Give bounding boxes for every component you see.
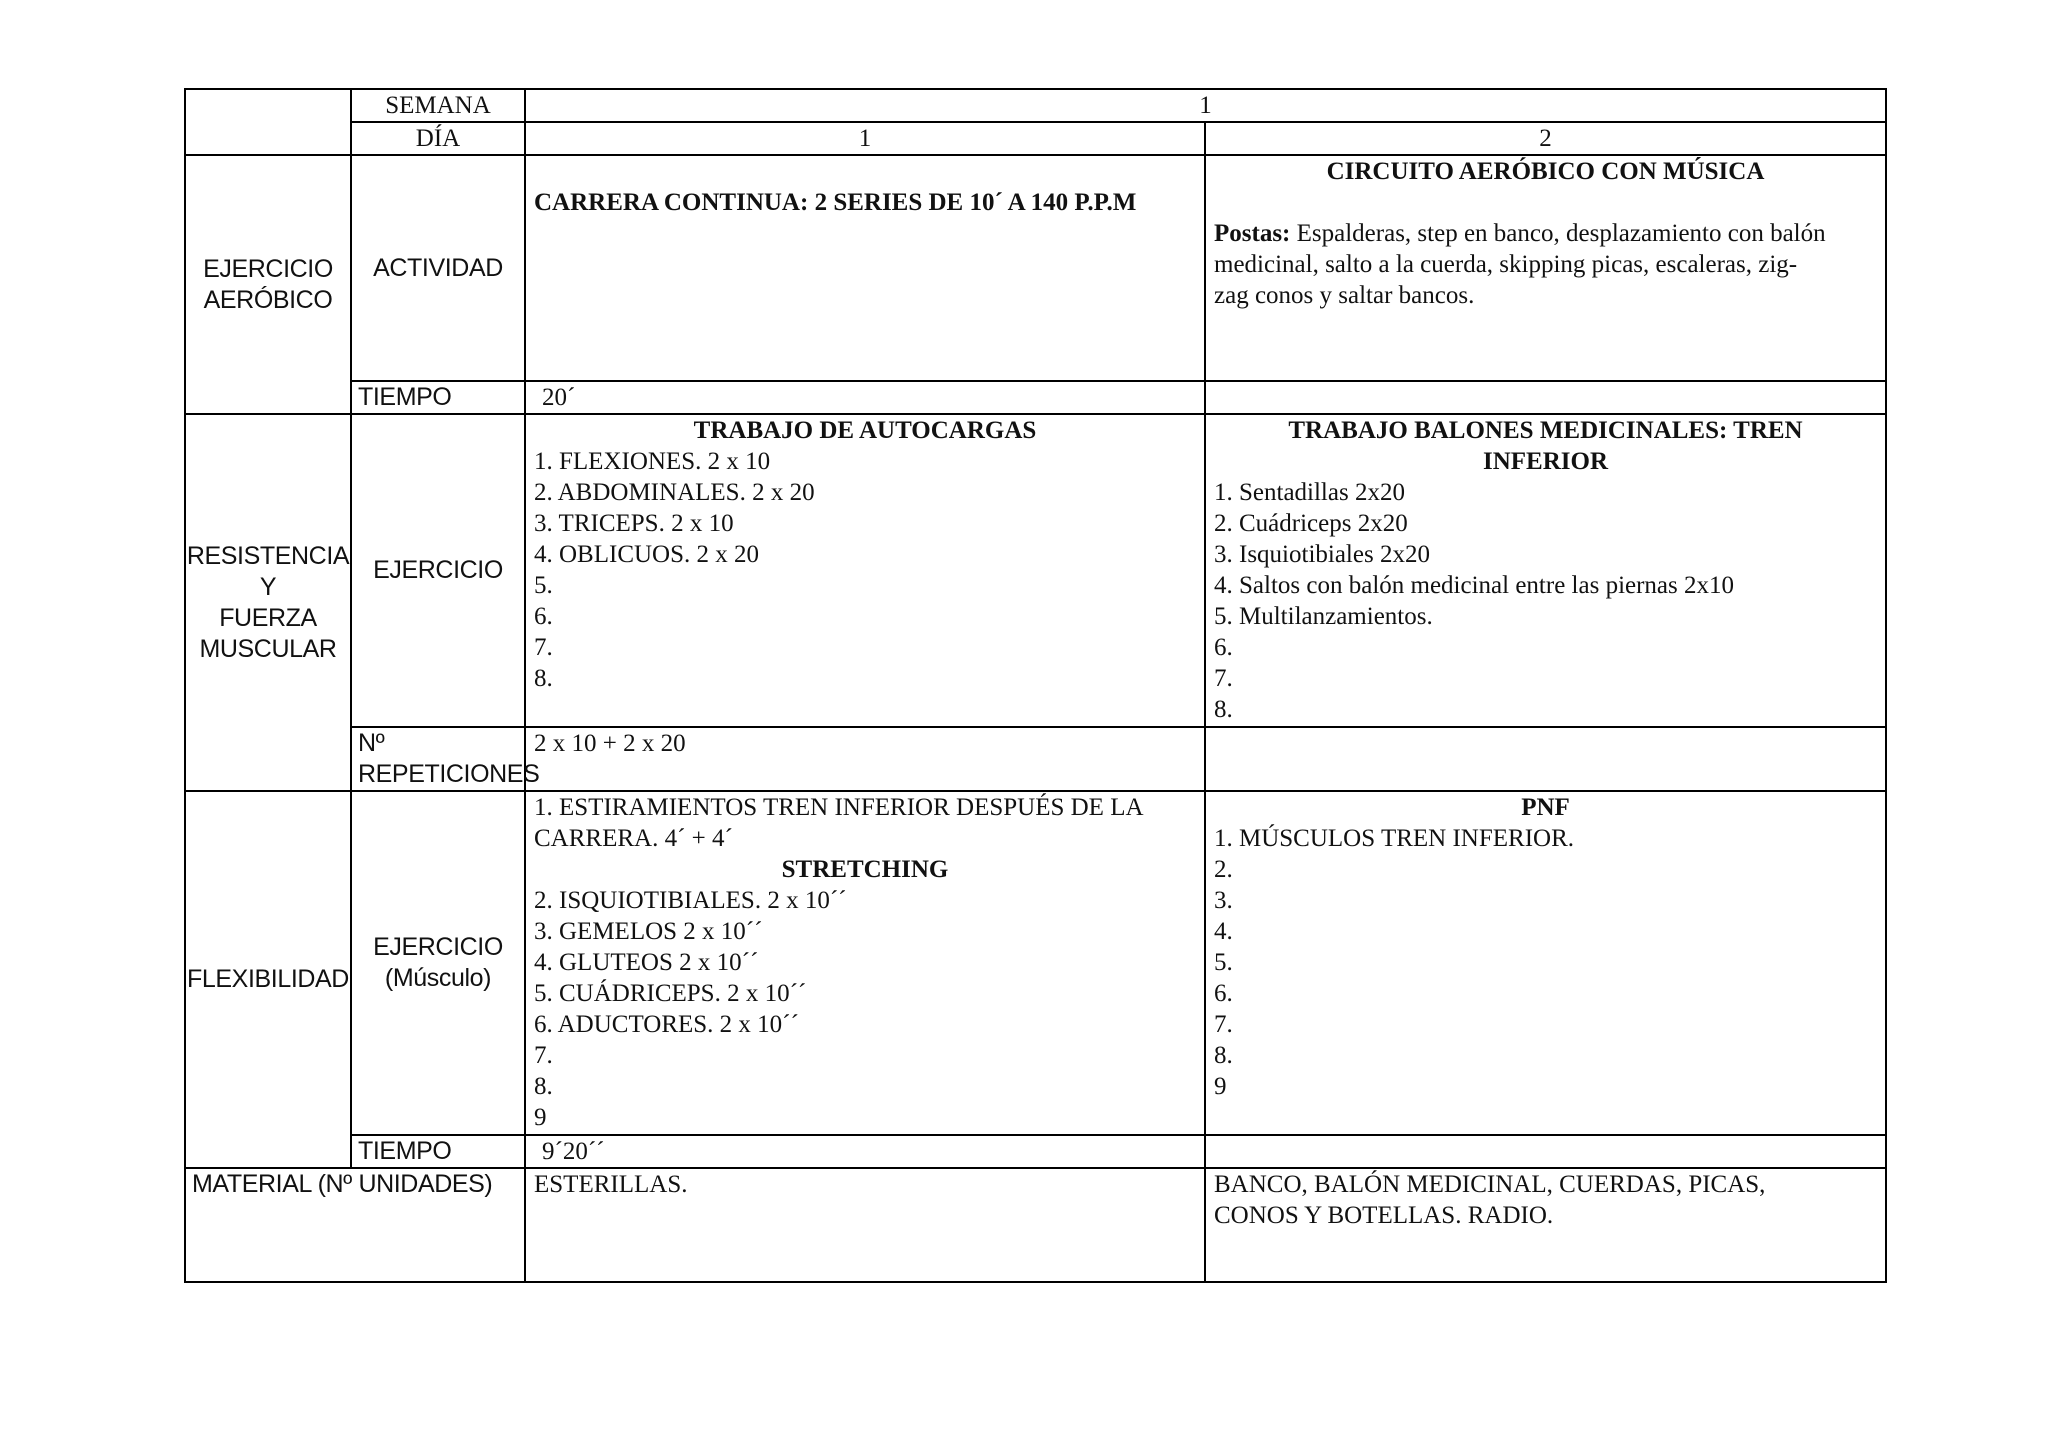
semana-label: SEMANA [351,89,525,122]
aerobico-day2-postas-line2: medicinal, salto a la cuerda, skipping picas, escaleras, zig- [1214,251,1798,278]
material-day2-cell [1205,1168,1886,1282]
aerobico-actividad-row [185,155,1886,381]
flexibilidad-day1-intro-line1: 1. ESTIRAMIENTOS TREN INFERIOR DESPUÉS DE LA [534,794,1144,821]
resistencia-day2-item: 7. [1214,665,1233,692]
flexibilidad-day1-intro-line2: CARRERA. 4´ + 4´ [534,825,733,852]
repeticiones-label-line2: REPETICIONES [358,760,540,788]
resistencia-day2-item: 6. [1214,634,1233,661]
flexibilidad-day1-item: 3. GEMELOS 2 x 10´´ [534,918,763,945]
flexibilidad-day1-item: 9 [534,1104,547,1131]
flexibilidad-day2-item: 5. [1214,949,1233,976]
flexibilidad-day2-title: PNF [1521,794,1570,821]
postas-label: Postas: [1214,220,1291,247]
resistencia-day2-item: 4. Saltos con balón medicinal entre las piernas 2x10 [1214,572,1735,599]
flexibilidad-day2-item: 2. [1214,856,1233,883]
flexibilidad-day2-item: 9 [1214,1073,1227,1100]
resistencia-day2-title-line1: TRABAJO BALONES MEDICINALES: TREN [1288,417,1803,444]
aerobico-tiempo-label: TIEMPO [351,381,525,414]
material-day2-line2: CONOS Y BOTELLAS. RADIO. [1214,1202,1554,1229]
actividad-label: ACTIVIDAD [351,155,525,381]
postas-text-1: Espalderas, step en banco, desplazamiento con balón [1290,220,1826,247]
aerobico-day1-activity: CARRERA CONTINUA: 2 SERIES DE 10´ A 140 P.P.M [534,189,1137,216]
repeticiones-day1: 2 x 10 + 2 x 20 [525,727,1205,791]
flexibilidad-tiempo-row [185,1135,1886,1168]
flexibilidad-day2-item: 7. [1214,1011,1233,1038]
flexibilidad-day2-item: 4. [1214,918,1233,945]
flexibilidad-day1-item: 2. ISQUIOTIBIALES. 2 x 10´´ [534,887,847,914]
flexibilidad-day2-cell [1205,791,1886,1135]
flexibilidad-tiempo-day1: 9´20´´ [525,1135,1205,1168]
day2-header: 2 [1205,122,1886,155]
section-aerobico-line1: EJERCICIO [203,254,333,283]
flexibilidad-ejercicio-label-line1: EJERCICIO [373,933,503,961]
resistencia-day1-item: 8. [534,665,553,692]
aerobico-day2-postas-line3: zag conos y saltar bancos. [1214,282,1475,309]
section-resistencia-line4: MUSCULAR [199,634,337,663]
flexibilidad-tiempo-day2 [1205,1135,1886,1168]
flexibilidad-ejercicio-label [351,791,525,1135]
resistencia-day1-item: 2. ABDOMINALES. 2 x 20 [534,479,815,506]
aerobico-tiempo-day1: 20´ [525,381,1205,414]
repeticiones-label-line1: Nº [358,729,385,757]
resistencia-day2-item: 5. Multilanzamientos. [1214,603,1433,630]
flexibilidad-day1-item: 5. CUÁDRICEPS. 2 x 10´´ [534,980,807,1007]
resistencia-day1-cell [525,414,1205,727]
material-day1: ESTERILLAS. [525,1168,1205,1282]
resistencia-day2-item: 8. [1214,696,1233,723]
dia-row [185,122,1886,155]
aerobico-tiempo-row [185,381,1886,414]
material-label: MATERIAL (Nº UNIDADES) [185,1168,525,1282]
aerobico-day2-title: CIRCUITO AERÓBICO CON MÚSICA [1326,158,1765,185]
flexibilidad-day1-item: 8. [534,1073,553,1100]
resistencia-day1-item: 6. [534,603,553,630]
resistencia-day2-item: 2. Cuádriceps 2x20 [1214,510,1408,537]
resistencia-day2-cell [1205,414,1886,727]
flexibilidad-ejercicio-row [185,791,1886,1135]
flexibilidad-day1-item: 7. [534,1042,553,1069]
material-row [185,1168,1886,1282]
aerobico-day2-cell [1205,155,1886,381]
semana-row [185,89,1886,122]
empty-corner-cell [185,89,351,155]
section-aerobico-line2: AERÓBICO [203,285,333,314]
flexibilidad-day2-item: 1. MÚSCULOS TREN INFERIOR. [1214,825,1574,852]
flexibilidad-day2-item: 3. [1214,887,1233,914]
repeticiones-day2 [1205,727,1886,791]
resistencia-day1-item: 1. FLEXIONES. 2 x 10 [534,448,771,475]
repeticiones-label [351,727,540,791]
section-resistencia-line2: Y [259,572,277,601]
section-resistencia-line3: FUERZA [219,603,317,632]
flexibilidad-day2-item: 6. [1214,980,1233,1007]
flexibilidad-tiempo-label: TIEMPO [351,1135,525,1168]
day1-header: 1 [525,122,1205,155]
material-day2-line1: BANCO, BALÓN MEDICINAL, CUERDAS, PICAS, [1214,1171,1766,1198]
flexibilidad-day2-item: 8. [1214,1042,1233,1069]
resistencia-day1-item: 4. OBLICUOS. 2 x 20 [534,541,760,568]
resistencia-day2-title-line2: INFERIOR [1482,448,1608,475]
dia-label: DÍA [351,122,525,155]
section-flexibilidad: FLEXIBILIDAD [185,791,351,1168]
aerobico-day2-postas-line1 [1214,218,1877,249]
section-resistencia [185,414,351,791]
resistencia-day1-item: 5. [534,572,553,599]
resistencia-repeticiones-row [185,727,1886,791]
flexibilidad-ejercicio-label-line2: (Músculo) [384,964,492,992]
resistencia-day1-item: 7. [534,634,553,661]
training-plan-table [184,88,1887,1283]
flexibilidad-day1-item: 4. GLUTEOS 2 x 10´´ [534,949,759,976]
resistencia-day1-title: TRABAJO DE AUTOCARGAS [693,417,1037,444]
section-aerobico [185,155,351,414]
section-resistencia-line1: RESISTENCIA [186,541,350,570]
flexibilidad-day1-subtitle: STRETCHING [781,856,949,883]
resistencia-ejercicio-label: EJERCICIO [351,414,525,727]
flexibilidad-day1-item: 6. ADUCTORES. 2 x 10´´ [534,1011,799,1038]
aerobico-tiempo-day2 [1205,381,1886,414]
aerobico-day1-cell [525,155,1205,381]
resistencia-day2-item: 1. Sentadillas 2x20 [1214,479,1405,506]
resistencia-ejercicio-row [185,414,1886,727]
resistencia-day2-item: 3. Isquiotibiales 2x20 [1214,541,1430,568]
flexibilidad-day1-cell [525,791,1205,1135]
resistencia-day1-item: 3. TRICEPS. 2 x 10 [534,510,734,537]
semana-value: 1 [525,89,1886,122]
